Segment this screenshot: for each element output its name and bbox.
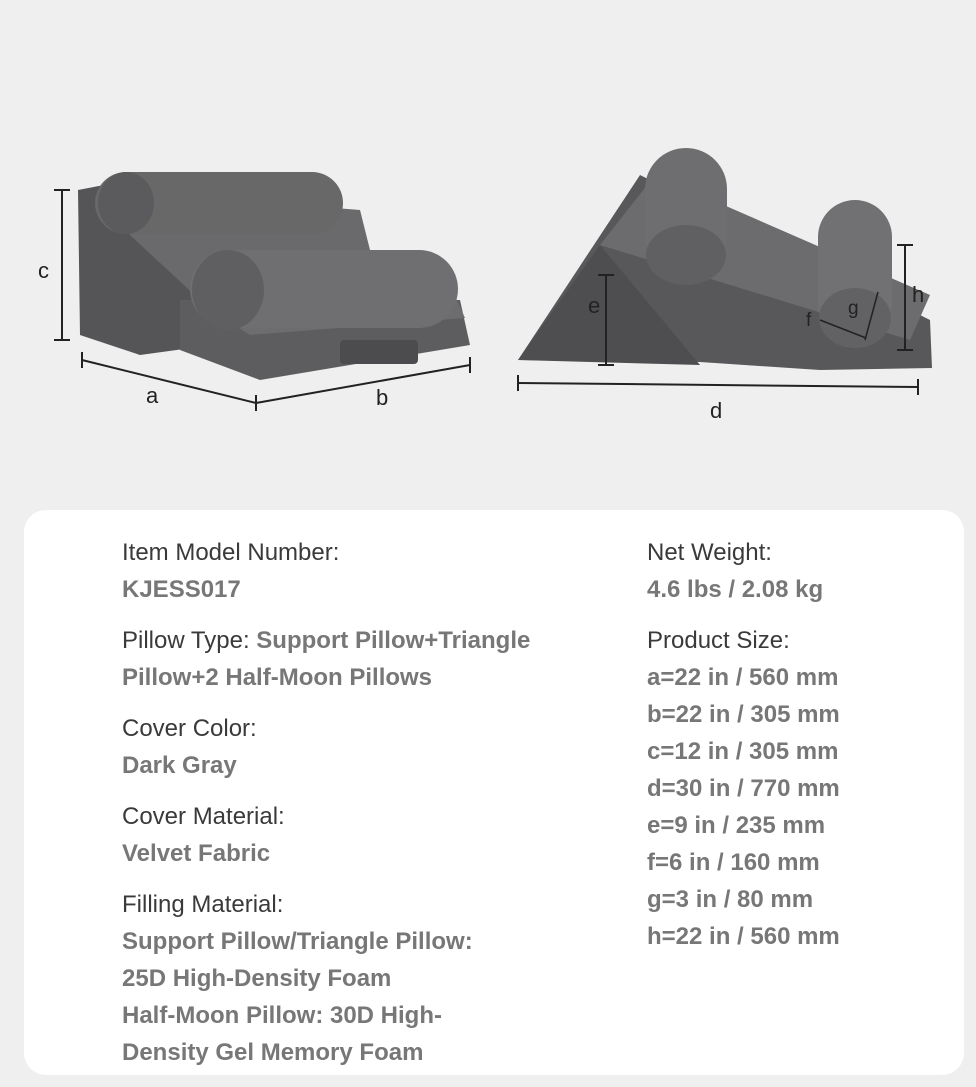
spec-filling-line: Density Gel Memory Foam bbox=[122, 1039, 424, 1066]
spec-model bbox=[122, 534, 592, 608]
size-item-c: c=12 in / 305 mm bbox=[647, 738, 839, 765]
spec-cover-material-label: Cover Material: bbox=[122, 803, 285, 830]
dim-label-e: e bbox=[588, 293, 601, 318]
spec-filling-label: Filling Material: bbox=[122, 891, 284, 918]
size-item-g: g=3 in / 80 mm bbox=[647, 886, 814, 913]
spec-pillow-type bbox=[122, 622, 592, 696]
size-item-e: e=9 in / 235 mm bbox=[647, 812, 826, 839]
spec-pillow-type-value: Support Pillow+Triangle Pillow+2 Half-Moon Pillows bbox=[122, 627, 531, 691]
spec-cover-material-value: Velvet Fabric bbox=[122, 840, 271, 867]
spec-model-label: Item Model Number: bbox=[122, 539, 340, 566]
dim-label-f: f bbox=[806, 310, 812, 331]
product-illustration bbox=[0, 0, 976, 500]
spec-filling bbox=[122, 886, 592, 1071]
spec-net-weight-label: Net Weight: bbox=[647, 539, 772, 566]
size-item-b: b=22 in / 305 mm bbox=[647, 701, 840, 728]
spec-product-size-label: Product Size: bbox=[647, 627, 790, 654]
size-item-f: f=6 in / 160 mm bbox=[647, 849, 820, 876]
size-item-d: d=30 in / 770 mm bbox=[647, 775, 840, 802]
dim-label-a: a bbox=[146, 383, 159, 408]
spec-column-right bbox=[647, 534, 947, 969]
left-pillow-set bbox=[38, 172, 470, 411]
spec-net-weight bbox=[647, 534, 947, 608]
spec-filling-line: Half-Moon Pillow: 30D High- bbox=[122, 1002, 442, 1029]
spec-column-left bbox=[122, 534, 592, 1085]
spec-product-size bbox=[647, 622, 947, 955]
spec-cover-color-value: Dark Gray bbox=[122, 752, 237, 779]
size-list bbox=[647, 659, 947, 955]
dim-label-h: h bbox=[912, 282, 925, 307]
spec-filling-line: 25D High-Density Foam bbox=[122, 965, 392, 992]
size-item-h: h=22 in / 560 mm bbox=[647, 923, 840, 950]
spec-model-value: KJESS017 bbox=[122, 576, 241, 603]
spec-pillow-type-label: Pillow Type: bbox=[122, 627, 257, 654]
spec-net-weight-value: 4.6 lbs / 2.08 kg bbox=[647, 576, 824, 603]
spec-card bbox=[24, 510, 964, 1075]
spec-cover-color bbox=[122, 710, 592, 784]
right-pillow-set bbox=[518, 148, 932, 423]
dim-label-d: d bbox=[710, 398, 723, 423]
size-item-a: a=22 in / 560 mm bbox=[647, 664, 839, 691]
dim-label-c: c bbox=[38, 258, 49, 283]
spec-filling-line: Support Pillow/Triangle Pillow: bbox=[122, 928, 473, 955]
spec-cover-color-label: Cover Color: bbox=[122, 715, 257, 742]
dim-label-b: b bbox=[376, 385, 389, 410]
dim-label-g: g bbox=[848, 298, 859, 319]
spec-cover-material bbox=[122, 798, 592, 872]
